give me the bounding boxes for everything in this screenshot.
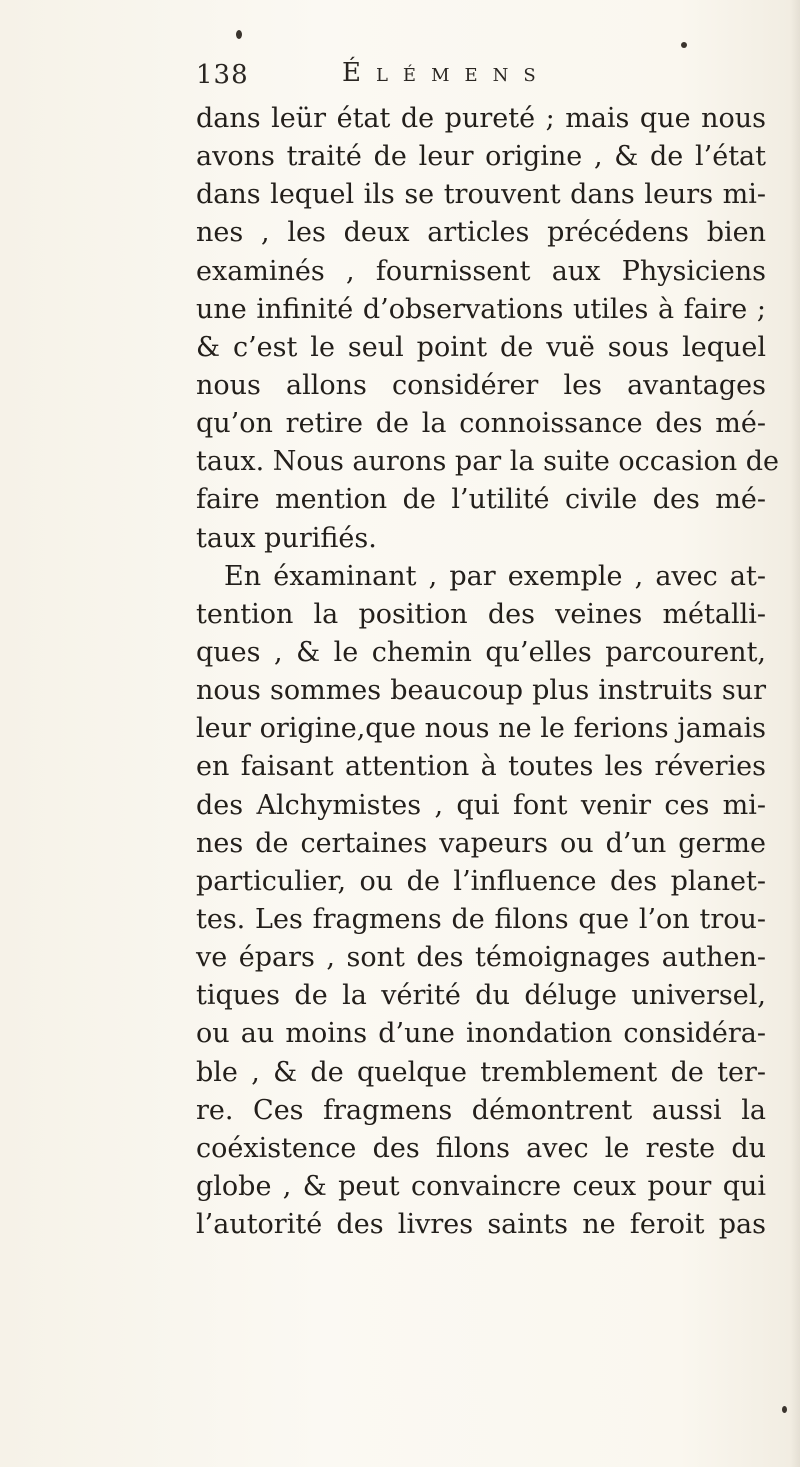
text-line: taux purifiés.	[196, 522, 377, 554]
text-line: nous allons considérer les avantages	[196, 369, 766, 401]
page-header	[196, 58, 636, 94]
text-line: examinés , fournissent aux Physiciens	[196, 255, 766, 287]
text-line: qu’on retire de la connoissance des mé-	[196, 408, 766, 440]
paragraph-first-line: En éxaminant , par exemple , avec at-	[224, 560, 766, 592]
text-line: nes de certaines vapeurs ou d’un germe	[196, 827, 766, 859]
text-line: tiques de la vérité du déluge universel,	[196, 980, 766, 1012]
text-line: ques , & le chemin qu’elles parcourent,	[196, 636, 766, 668]
text-line: ble , & de quelque tremblement de ter-	[196, 1056, 766, 1088]
text-line: re. Ces fragmens démontrent aussi la	[196, 1094, 766, 1126]
text-line: faire mention de l’utilité civile des mé-	[196, 484, 766, 516]
text-line: l’autorité des livres saints ne feroit pas	[196, 1209, 766, 1241]
text-line: tention la position des veines métalli-	[196, 598, 766, 630]
text-line: avons traité de leur origine , & de l’état	[196, 141, 766, 173]
ink-speck	[681, 42, 687, 48]
text-line: dans lequel ils se trouvent dans leurs mi-	[196, 179, 766, 211]
body-text	[196, 100, 779, 1244]
text-line: coéxistence des filons avec le reste du	[196, 1132, 766, 1164]
text-line: dans leür état de pureté ; mais que nous	[196, 103, 766, 134]
running-title: Élémens	[342, 58, 551, 88]
ink-speck	[782, 1406, 787, 1413]
text-line: taux. Nous aurons par la suite occasion de	[196, 446, 779, 478]
text-line: tes. Les fragmens de filons que l’on trou-	[196, 903, 766, 935]
ink-speck	[236, 30, 242, 39]
text-line: ou au moins d’une inondation considéra-	[196, 1018, 766, 1050]
page-edge-shadow	[790, 0, 800, 1467]
text-line: nous sommes beaucoup plus instruits sur	[196, 675, 766, 707]
page-number: 138	[196, 60, 249, 90]
text-line: ve épars , sont des témoignages authen-	[196, 942, 766, 974]
text-line: nes , les deux articles précédens bien	[196, 217, 766, 249]
text-line: globe , & peut convaincre ceux pour qui	[196, 1170, 766, 1202]
text-line: des Alchymistes , qui font venir ces mi-	[196, 789, 766, 821]
text-line: leur origine,que nous ne le ferions jamais	[196, 713, 766, 745]
text-line: particulier, ou de l’influence des planet-	[196, 865, 766, 897]
text-line: en faisant attention à toutes les réveries	[196, 751, 766, 783]
text-line: une infinité d’observations utiles à faire ;	[196, 293, 766, 325]
text-line: & c’est le seul point de vuë sous lequel	[196, 331, 766, 363]
